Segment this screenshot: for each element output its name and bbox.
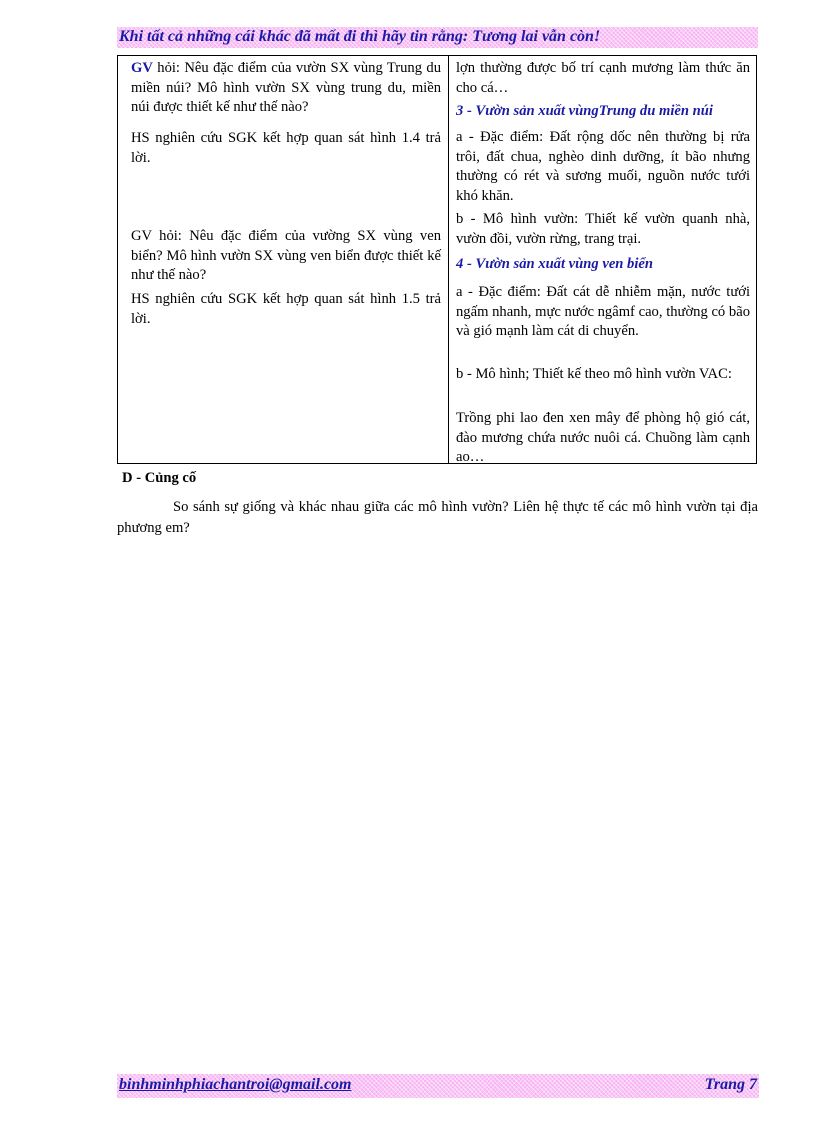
detail-coastal: Trồng phi lao đen xen mây để phòng hộ gió cát, đào mương chứa nước nuôi cá. Chuồng làm cạnh ao… xyxy=(456,410,750,465)
gv-question-1 xyxy=(131,59,441,118)
gv-label: GV xyxy=(131,60,153,76)
features-midland: a - Đặc điểm: Đất rộng dốc nên thường bị rửa trôi, đất chua, nghèo dinh dưỡng, ít bão nhưng thường có rét và sương muối, nguồn nước tưới khó khăn. xyxy=(456,129,750,204)
header-banner xyxy=(117,27,758,48)
model-coastal: b - Mô hình; Thiết kế theo mô hình vườn VAC: xyxy=(456,366,732,382)
page-number: Trang 7 xyxy=(704,1076,757,1093)
footer-banner xyxy=(117,1074,759,1098)
features-coastal: a - Đặc điểm: Đất cát dễ nhiễm mặn, nước tưới ngấm nhanh, mực nước ngâmf cao, thường có bão và gió mạnh làm cát di chuyển. xyxy=(456,284,750,339)
hs-answer-2: HS nghiên cứu SGK kết hợp quan sát hình 1.5 trả lời. xyxy=(131,291,441,327)
gv-question-1-text: hỏi: Nêu đặc điểm của vườn SX vùng Trung du miền núi? Mô hình vườn SX vùng trung du, miền núi được thiết kế như thế nào? xyxy=(131,60,441,115)
model-midland: b - Mô hình vườn: Thiết kế vườn quanh nhà, vườn đồi, vườn rừng, trang trại. xyxy=(456,211,750,247)
section-title: D - Củng cố xyxy=(122,470,197,486)
heading-coastal-garden: 4 - Vườn sản xuất vùng ven biển xyxy=(456,256,654,272)
column-divider xyxy=(448,56,449,463)
section-body: So sánh sự giống và khác nhau giữa các mô hình vườn? Liên hệ thực tế các mô hình vườn tại địa phương em? xyxy=(117,499,758,536)
header-motto: Khi tất cả những cái khác đã mất đi thì hãy tin rằng: Tương lai vẫn còn! xyxy=(119,28,601,45)
heading-midland-garden: 3 - Vườn sản xuất vùngTrung du miền núi xyxy=(456,103,713,119)
hs-answer-1: HS nghiên cứu SGK kết hợp quan sát hình 1.4 trả lời. xyxy=(131,130,441,166)
continued-text: lợn thường được bố trí cạnh mương làm thức ăn cho cá… xyxy=(456,60,750,96)
lesson-table xyxy=(117,55,757,464)
footer-email-link[interactable]: binhminhphiachantroi@gmail.com xyxy=(119,1076,352,1093)
gv-question-2: GV hỏi: Nêu đặc điểm của vường SX vùng ven biển? Mô hình vườn SX vùng ven biển được thiết kế như thế nào? xyxy=(131,228,441,283)
